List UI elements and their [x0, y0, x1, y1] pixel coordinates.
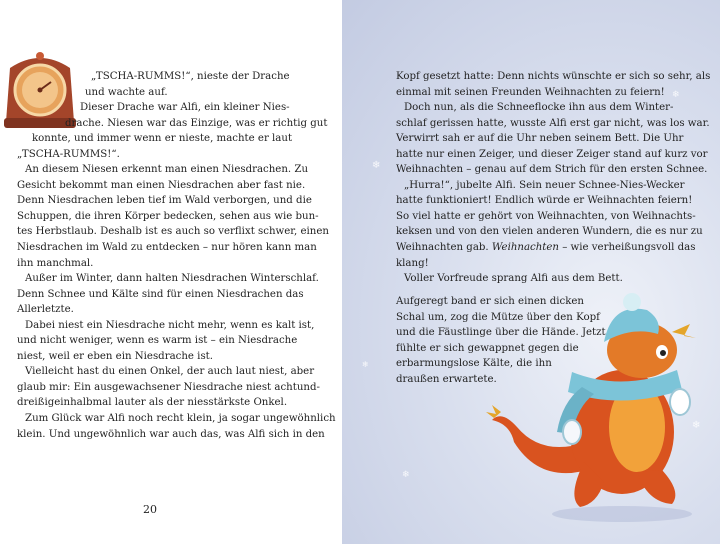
- italic-word: Weihnachten: [491, 242, 559, 254]
- text-line: Doch nun, als die Schneeflocke ihn aus dem Winter-: [404, 102, 674, 114]
- text-line: dreißigeinhalbmal lauter als der niesstärkste Onkel.: [17, 397, 288, 409]
- text-line: und nicht weniger, wenn es warm ist – ein Niesdrache: [17, 335, 298, 347]
- text-line: „TSCHA-RUMMS!“, nieste der Drache: [91, 71, 290, 82]
- text-fragment: – wie verheißungsvoll das: [558, 242, 696, 254]
- right-page: [342, 0, 720, 544]
- text-line: hatte nur einen Zeiger, und dieser Zeiger stand auf kurz vor: [396, 148, 708, 160]
- text-line: und wachte auf.: [85, 86, 168, 98]
- text-line: Gesicht bekommt man einen Niesdrachen aber fast nie.: [17, 179, 306, 191]
- text-line: drache. Niesen war das Einzige, was er richtig gut: [65, 117, 328, 129]
- text-line: Verwirrt sah er auf die Uhr neben seinem Bett. Die Uhr: [396, 133, 684, 145]
- text-line: Schal um, zog die Mütze über den Kopf: [396, 311, 600, 323]
- text-line: einmal mit seinen Freunden Weihnachten zu feiern!: [396, 86, 665, 98]
- snowflake-icon: ❄: [402, 470, 410, 480]
- snowflake-icon: ❄: [692, 420, 701, 431]
- text-line: [396, 240, 696, 256]
- left-text-block: [17, 69, 336, 442]
- text-line: fühlte er sich gewappnet gegen die: [396, 342, 579, 354]
- snowflake-icon: ❄: [372, 160, 381, 171]
- text-line: konnte, und immer wenn er nieste, machte er laut: [32, 133, 293, 145]
- text-fragment: Weihnachten gab.: [396, 242, 492, 254]
- dragon-illustration: [472, 292, 712, 532]
- text-line: So viel hatte er gehört von Weihnachten, von Weihnachts-: [396, 210, 696, 222]
- text-line: Denn Niesdrachen leben tief im Wald verborgen, und die: [17, 195, 312, 207]
- text-line: keksen und von den vielen anderen Wundern, die es nur zu: [396, 226, 703, 238]
- text-line: niest, weil er eben ein Niesdrache ist.: [17, 350, 213, 362]
- left-page: [0, 0, 342, 544]
- text-line: „Hurra!“, jubelte Alfi. Sein neuer Schnee-Nies-Wecker: [404, 179, 685, 191]
- text-line: glaub mir: Ein ausgewachsener Niesdrache niest achtund-: [17, 381, 320, 393]
- text-line: klang!: [396, 257, 429, 269]
- text-line: Denn Schnee und Kälte sind für einen Niesdrachen das: [17, 288, 304, 300]
- text-line: Außer im Winter, dann halten Niesdrachen Winterschlaf.: [25, 273, 319, 285]
- page-number: 20: [143, 503, 157, 516]
- text-line: Kopf gesetzt hatte: Denn nichts wünschte er sich so sehr, als: [396, 71, 711, 82]
- text-line: tes Herbstlaub. Deshalb ist es auch so verflixt schwer, einen: [17, 226, 329, 238]
- snowflake-icon: ❄: [672, 90, 680, 100]
- text-line: und die Fäustlinge über die Hände. Jetzt: [396, 327, 606, 339]
- text-line: Zum Glück war Alfi noch recht klein, ja sogar ungewöhnlich: [25, 413, 336, 425]
- text-line: Voller Vorfreude sprang Alfi aus dem Bett.: [404, 273, 623, 285]
- text-line: Dabei niest ein Niesdrache nicht mehr, wenn es kalt ist,: [25, 319, 315, 331]
- text-line: Dieser Drache war Alfi, ein kleiner Nies-: [80, 102, 290, 114]
- text-line: erbarmungslose Kälte, die ihn: [396, 358, 552, 370]
- text-line: „TSCHA-RUMMS!“.: [17, 148, 120, 160]
- text-line: draußen erwartete.: [396, 373, 497, 385]
- text-line: Schuppen, die ihren Körper bedecken, sehen aus wie bun-: [17, 210, 319, 222]
- text-line: hatte funktioniert! Endlich würde er Weihnachten feiern!: [396, 195, 693, 207]
- text-line: ihn manchmal.: [17, 257, 94, 269]
- text-line: Weihnachten – genau auf dem Strich für den ersten Schnee.: [396, 164, 708, 176]
- right-text-block: [396, 69, 711, 287]
- text-line: Vielleicht hast du einen Onkel, der auch laut niest, aber: [25, 366, 315, 378]
- text-line: Allerletzte.: [17, 304, 74, 316]
- text-line: Niesdrachen im Wald zu entdecken – nur hören kann man: [17, 242, 317, 254]
- text-line: klein. Und ungewöhnlich war auch das, was Alfi sich in den: [17, 428, 325, 440]
- text-line: Aufgeregt band er sich einen dicken: [396, 296, 584, 307]
- snowflake-icon: ❄: [362, 360, 369, 369]
- text-line: An diesem Niesen erkennt man einen Niesdrachen. Zu: [25, 164, 309, 176]
- text-line: schlaf gerissen hatte, wusste Alfi erst gar nicht, was los war.: [396, 117, 710, 129]
